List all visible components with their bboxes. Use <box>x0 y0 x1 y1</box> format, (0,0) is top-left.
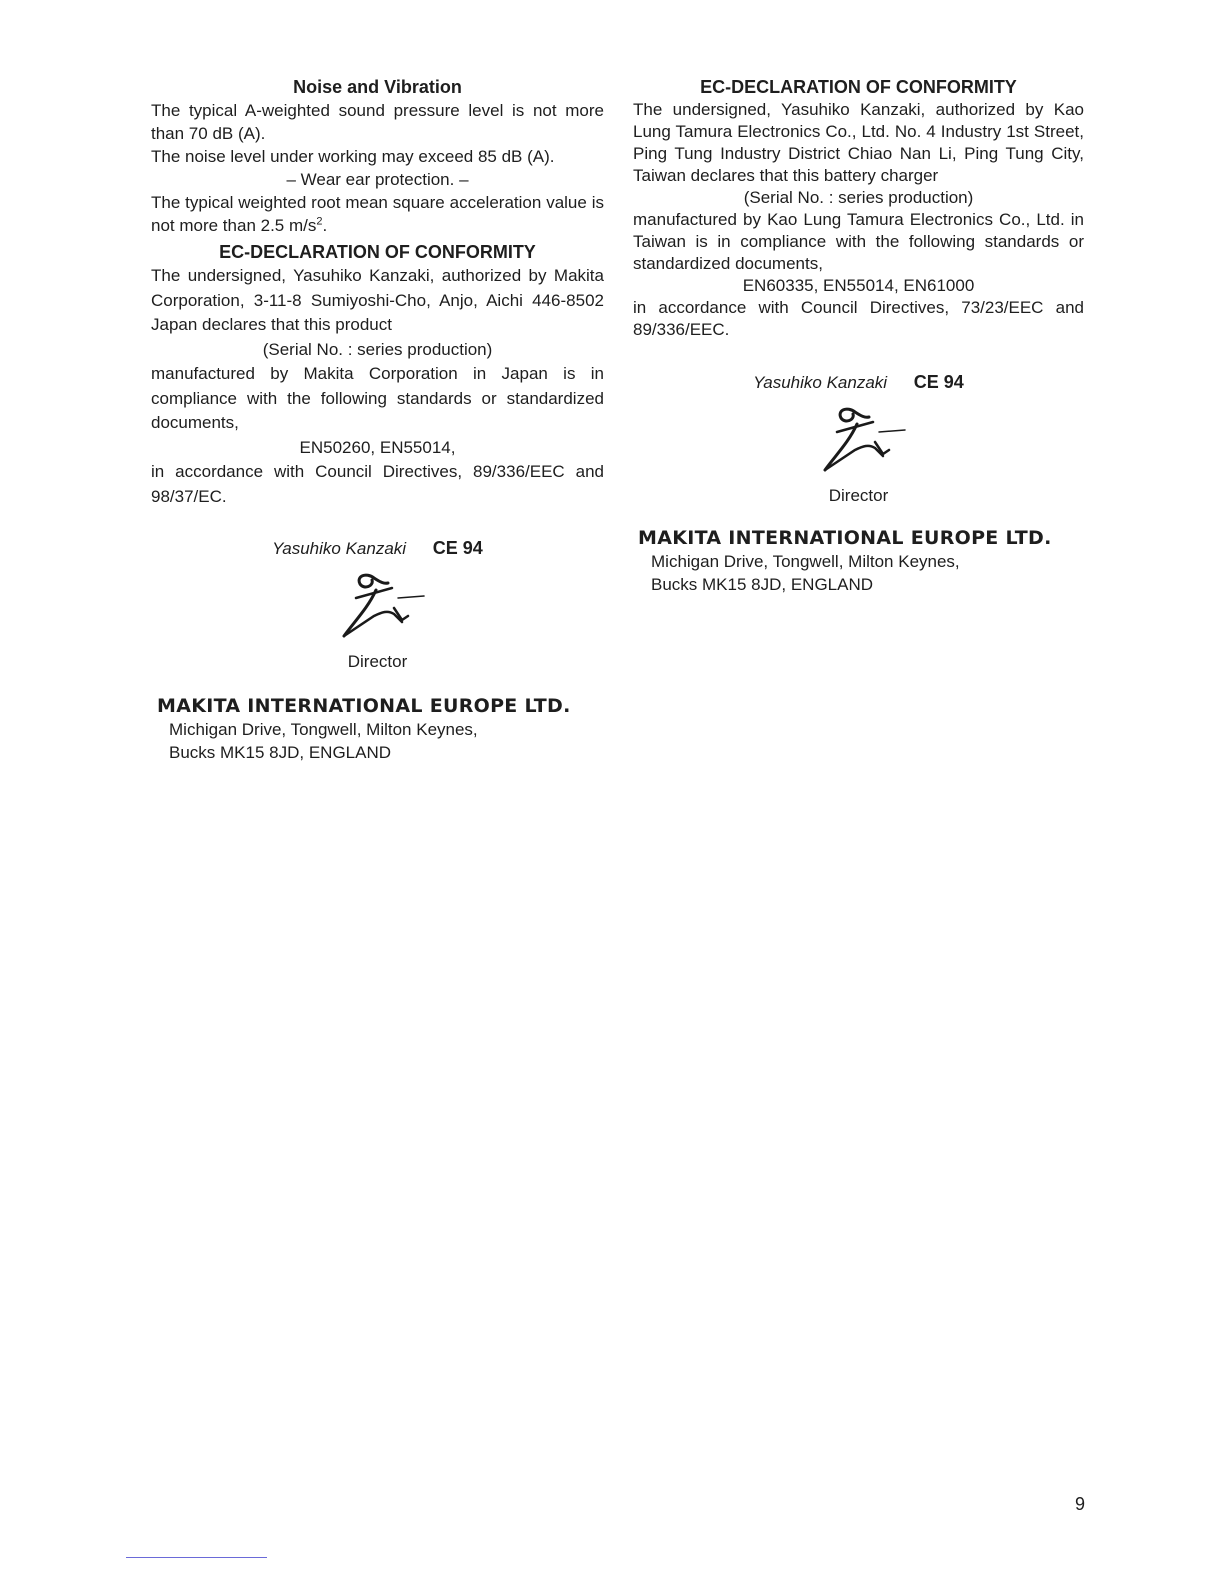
serial-no-right: (Serial No. : series production) <box>743 188 974 207</box>
signer-line-left <box>151 537 604 560</box>
company-address-line1-left: Michigan Drive, Tongwell, Milton Keynes, <box>169 720 478 739</box>
compliance-text-left: manufactured by Makita Corporation in Japan is in compliance with the following standards or standardized documents, <box>151 364 604 432</box>
signature-left <box>328 568 428 648</box>
compliance-text-right: manufactured by Kao Lung Tamura Electronics Co., Ltd. in Taiwan is in compliance with the following standards or standardized documents, <box>633 210 1084 273</box>
signature-right <box>809 402 909 482</box>
signer-title-left: Director <box>347 652 408 671</box>
page-number: 9 <box>1075 1494 1086 1514</box>
company-address-line2-left: Bucks MK15 8JD, ENGLAND <box>169 743 392 762</box>
vibration-text-end: . <box>322 216 328 235</box>
left-column <box>151 76 604 764</box>
signer-name-left: Yasuhiko Kanzaki <box>272 539 407 558</box>
vibration-text <box>151 191 604 237</box>
signer-name-right: Yasuhiko Kanzaki <box>753 373 888 392</box>
ec-heading-left: EC-DECLARATION OF CONFORMITY <box>219 242 536 262</box>
standards-left: EN50260, EN55014, <box>299 437 456 457</box>
ec-heading-right: EC-DECLARATION OF CONFORMITY <box>700 77 1017 97</box>
company-address-line1-right: Michigan Drive, Tongwell, Milton Keynes, <box>651 552 960 571</box>
ear-protection-warning: – Wear ear protection. – <box>286 170 469 189</box>
company-address-line2-right: Bucks MK15 8JD, ENGLAND <box>651 575 874 594</box>
company-name-left: MAKITA INTERNATIONAL EUROPE LTD. <box>157 695 571 717</box>
ce-mark-left: CE 94 <box>432 538 483 558</box>
signer-title-right: Director <box>828 486 889 505</box>
right-column <box>633 76 1084 596</box>
ce-mark-right: CE 94 <box>913 372 964 392</box>
ec-declaration-text-right: The undersigned, Yasuhiko Kanzaki, authorized by Kao Lung Tamura Electronics Co., Ltd. No. 4 Industry 1st Street, Ping Tung Industry District Chiao Nan Li, Ping Tung City, Taiwan declares that this battery charger <box>633 100 1084 185</box>
directives-text-left: in accordance with Council Directives, 89/336/EEC and 98/37/EC. <box>151 462 604 506</box>
signer-line-right <box>633 371 1084 394</box>
directives-text-right: in accordance with Council Directives, 73/23/EEC and 89/336/EEC. <box>633 298 1084 339</box>
noise-pressure-text: The typical A-weighted sound pressure level is not more than 70 dB (A). <box>151 101 604 143</box>
vibration-unit-exponent: 2 <box>316 215 323 228</box>
company-name-right: MAKITA INTERNATIONAL EUROPE LTD. <box>638 527 1052 549</box>
noise-level-text: The noise level under working may exceed 85 dB (A). <box>151 147 555 166</box>
vibration-text-main: The typical weighted root mean square acceleration value is not more than 2.5 m/s <box>151 193 604 235</box>
standards-right: EN60335, EN55014, EN61000 <box>742 276 975 295</box>
serial-no-left: (Serial No. : series production) <box>262 339 493 359</box>
noise-heading: Noise and Vibration <box>293 77 462 97</box>
footer-rule <box>126 1557 267 1558</box>
ec-declaration-text-left: The undersigned, Yasuhiko Kanzaki, authorized by Makita Corporation, 3-11-8 Sumiyoshi-Cho, Anjo, Aichi 446-8502 Japan declares that this product <box>151 266 604 334</box>
